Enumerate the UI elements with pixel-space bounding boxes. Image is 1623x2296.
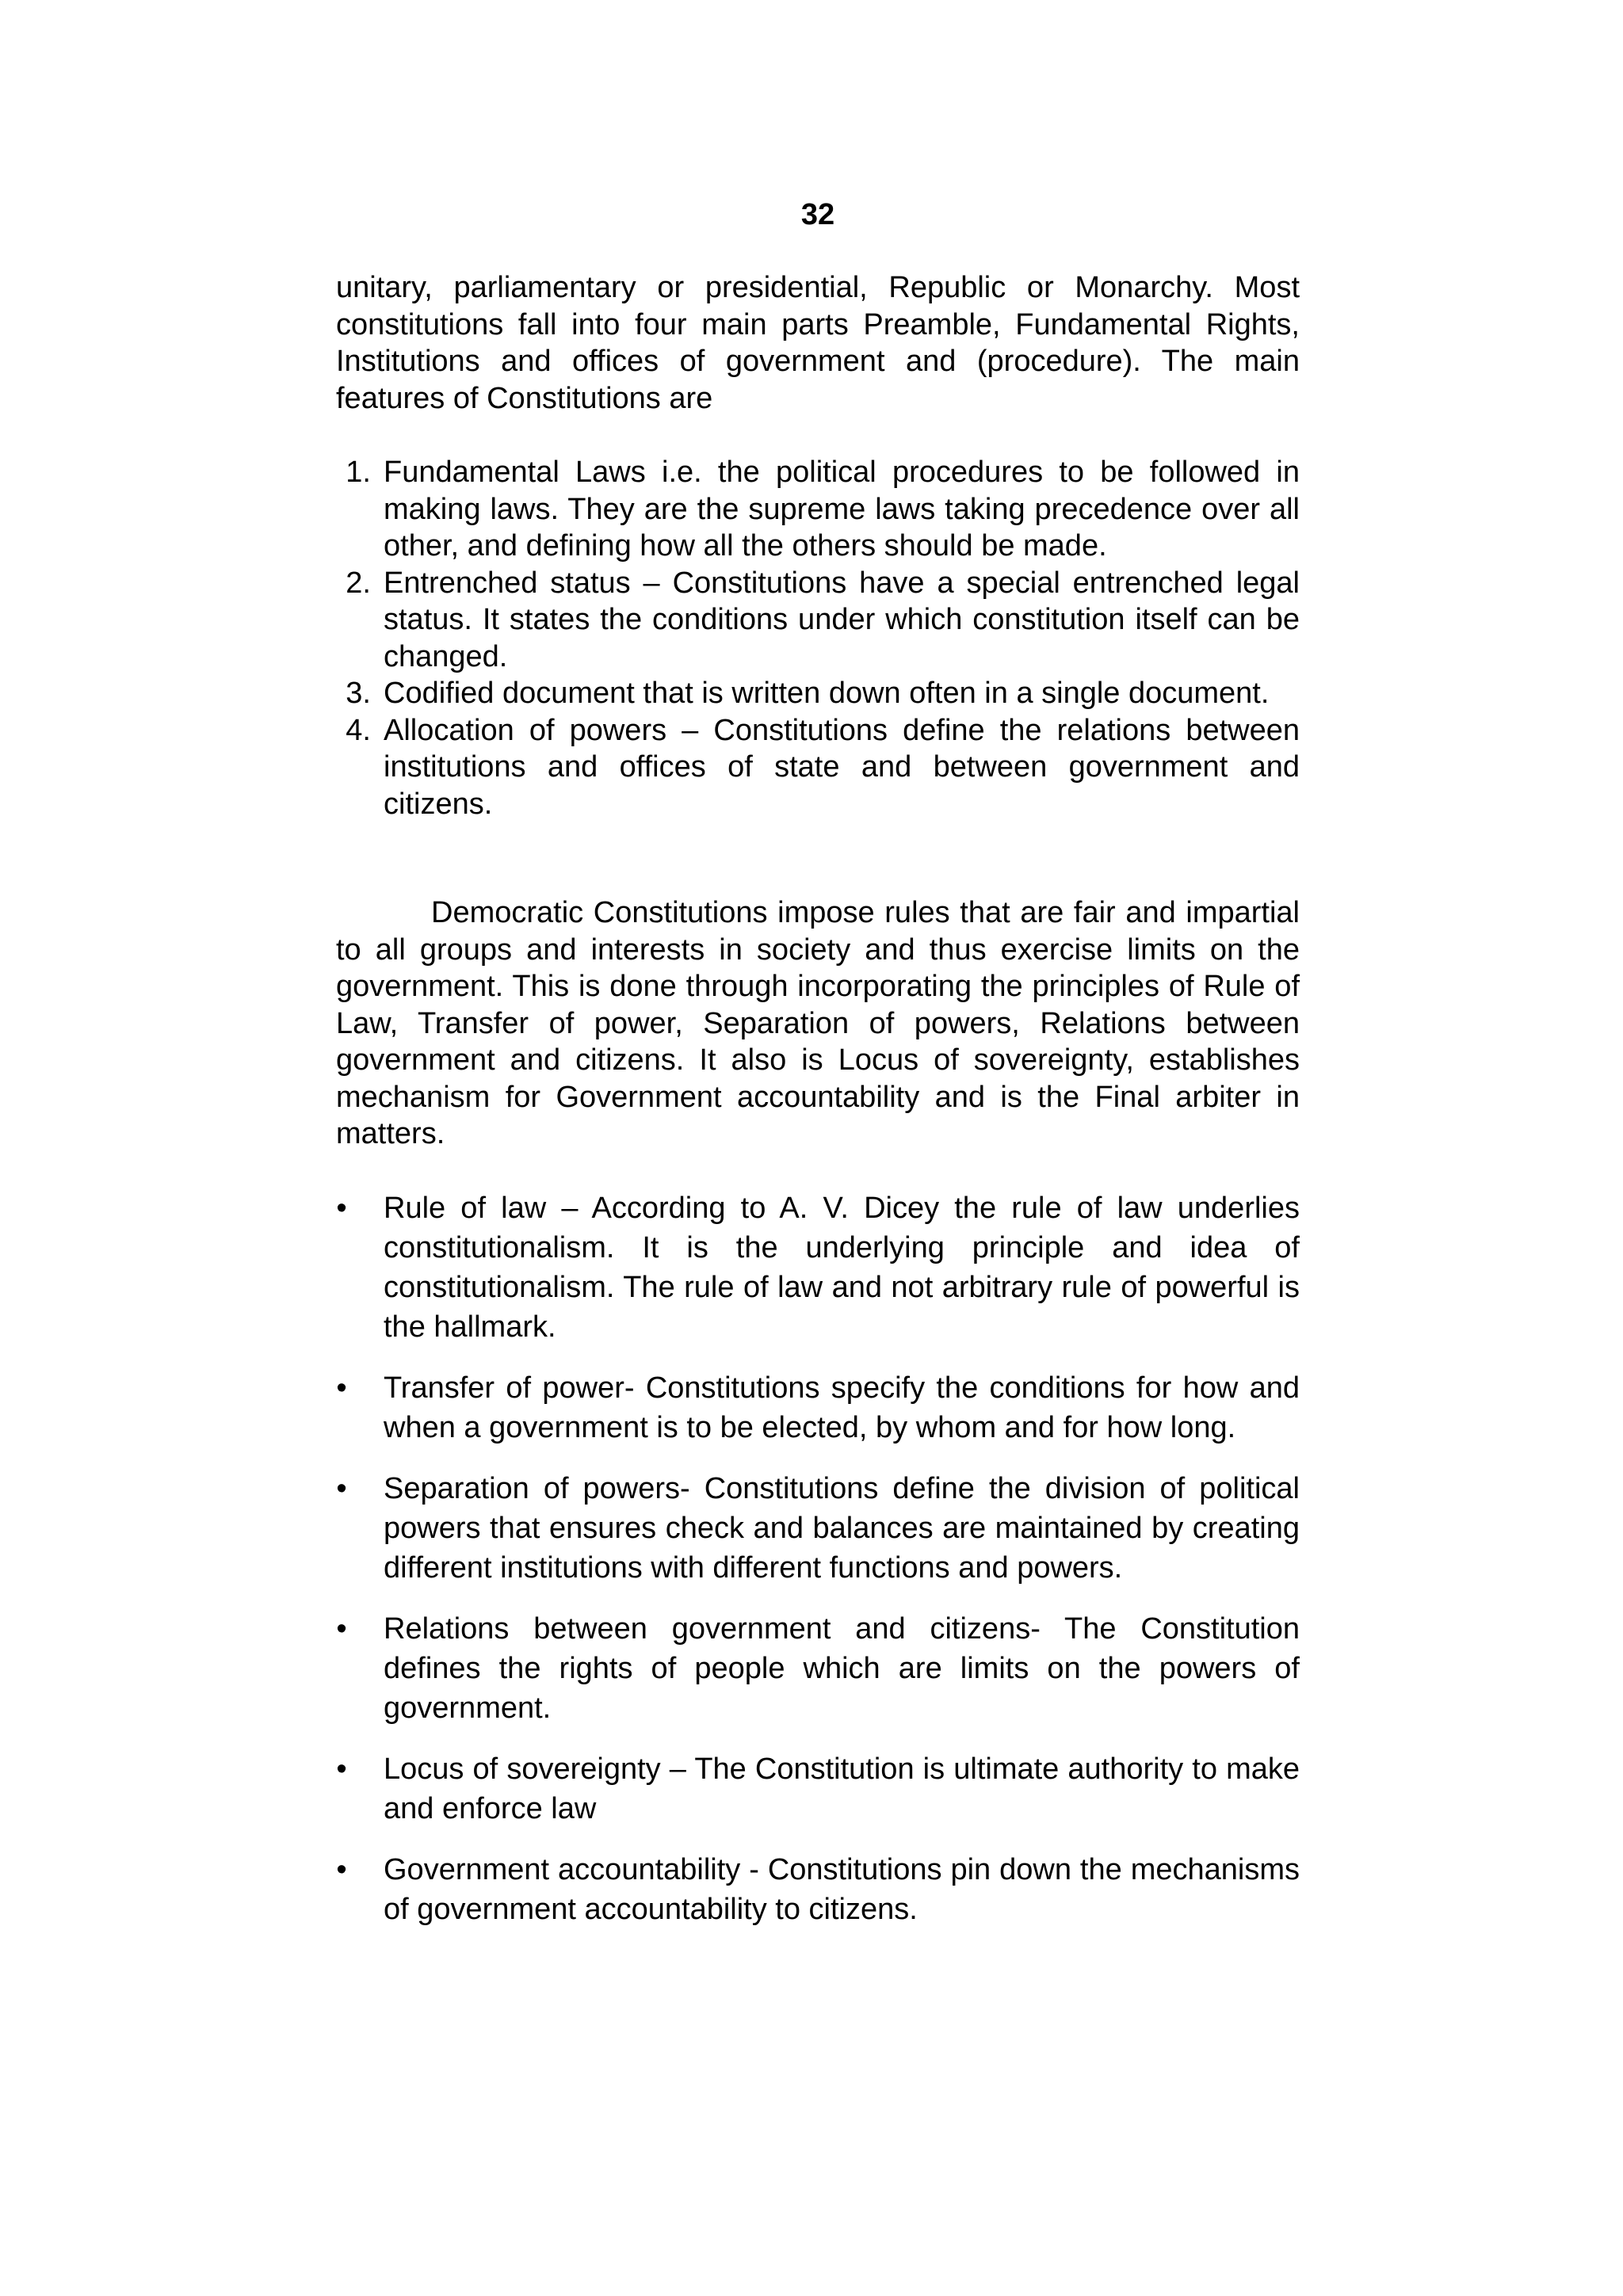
list-item-text: Transfer of power- Constitutions specify the conditions for how and when a government is to be elected, by whom and for how long.	[384, 1371, 1300, 1444]
list-number: 4.	[346, 713, 371, 747]
principles-list	[336, 1188, 1300, 1951]
list-item-text: Allocation of powers – Constitutions define the relations between institutions and offices of state and between government and citizens.	[384, 713, 1300, 821]
bullet-icon: •	[336, 1612, 347, 1646]
list-item	[336, 675, 1300, 712]
list-item	[336, 712, 1300, 823]
features-list	[336, 454, 1300, 822]
list-number: 1.	[346, 456, 371, 489]
list-item-text: Codified document that is written down often in a single document.	[384, 677, 1270, 710]
intro-paragraph: unitary, parliamentary or presidential, Republic or Monarchy. Most constitutions fall into four main parts Preamble, Fundamental Rights, Institutions and offices of government and (procedure). The main features of Constitutions are	[336, 271, 1300, 415]
list-item-text: Entrenched status – Constitutions have a special entrenched legal status. It states the conditions under which constitution itself can be changed.	[384, 566, 1300, 673]
list-number: 3.	[346, 677, 371, 710]
list-item	[336, 1469, 1300, 1588]
document-page	[336, 0, 1300, 2296]
list-item-text: Fundamental Laws i.e. the political procedures to be followed in making laws. They are the supreme laws taking precedence over all other, and defining how all the others should be made.	[384, 456, 1300, 563]
list-item-text: Government accountability - Constitutions pin down the mechanisms of government accountability to citizens.	[384, 1853, 1300, 1926]
list-item	[336, 1850, 1300, 1929]
list-item-text: Rule of law – According to A. V. Dicey the rule of law underlies constitutionalism. It is the underlying principle and idea of constitutionalism. The rule of law and not arbitrary rule of powerful is the hallmark.	[384, 1192, 1300, 1344]
list-item	[336, 1609, 1300, 1728]
bullet-icon: •	[336, 1192, 347, 1225]
bullet-icon: •	[336, 1753, 347, 1786]
list-number: 2.	[346, 566, 371, 600]
list-item	[336, 1749, 1300, 1829]
list-item-text: Relations between government and citizens- The Constitution defines the rights of people which are limits on the powers of government.	[384, 1612, 1300, 1725]
list-item	[336, 454, 1300, 565]
democratic-constitutions-paragraph: Democratic Constitutions impose rules that are fair and impartial to all groups and interests in society and thus exercise limits on the government. This is done through incorporating the principles of Rule of Law, Transfer of power, Separation of powers, Relations between government and citizens. It also is Locus of sovereignty, establishes mechanism for Government accountability and is the Final arbiter in matters.	[336, 896, 1300, 1150]
list-item-text: Separation of powers- Constitutions define the division of political powers that ensures check and balances are maintained by creating different institutions with different functions and powers.	[384, 1472, 1300, 1585]
list-item	[336, 1368, 1300, 1447]
list-item	[336, 1188, 1300, 1347]
list-item-text: Locus of sovereignty – The Constitution is ultimate authority to make and enforce law	[384, 1753, 1300, 1825]
bullet-icon: •	[336, 1853, 347, 1886]
list-item	[336, 565, 1300, 676]
bullet-icon: •	[336, 1371, 347, 1405]
bullet-icon: •	[336, 1472, 347, 1505]
page-number: 32	[800, 198, 835, 231]
